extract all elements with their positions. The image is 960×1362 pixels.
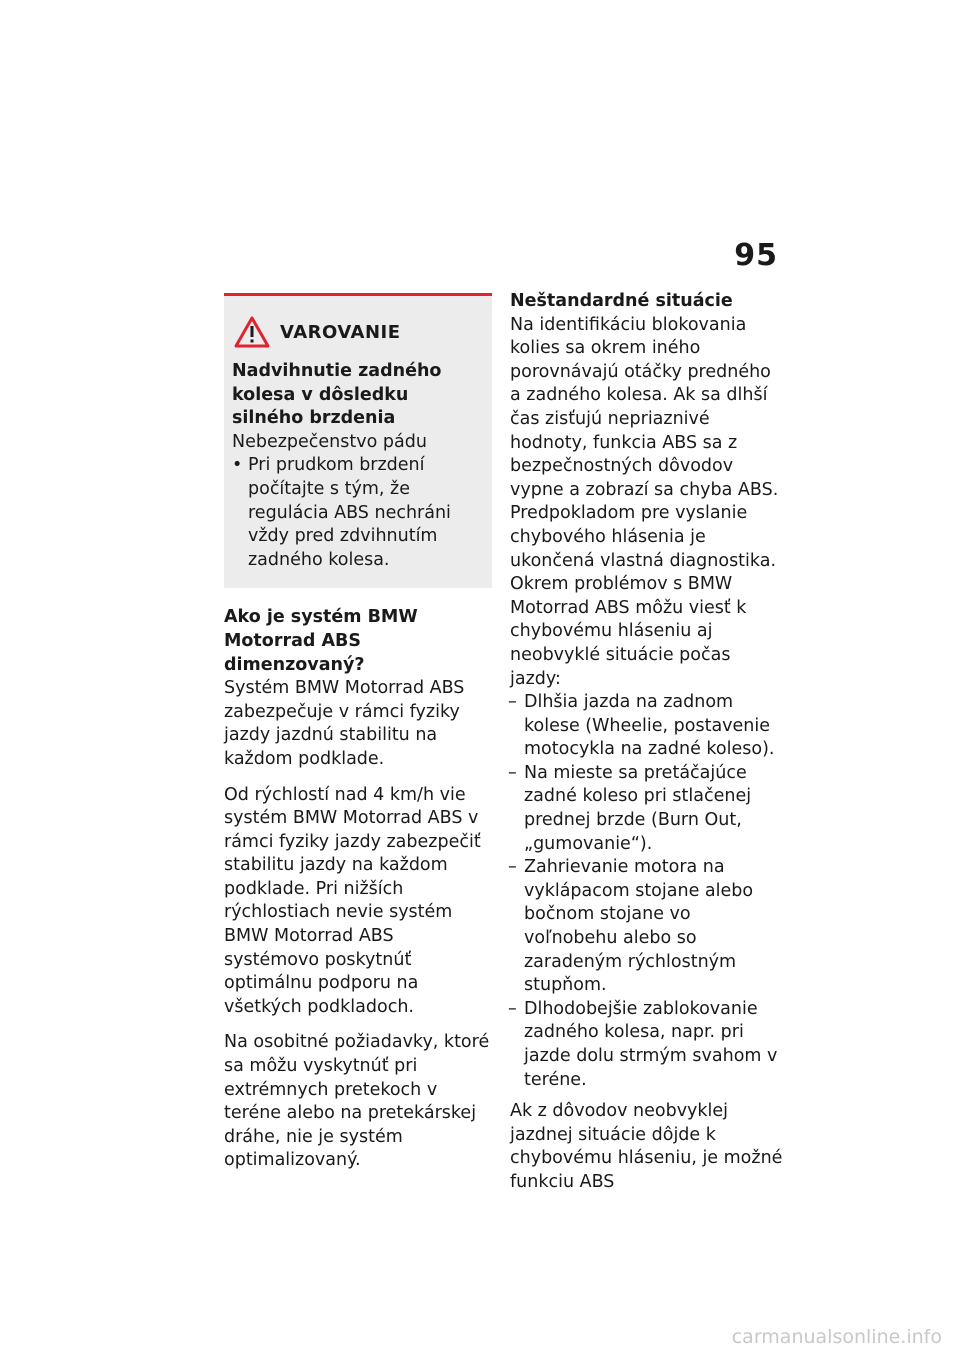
section-heading-situations: Neštandardné situácie (510, 291, 733, 311)
list-item: – Zahrievanie motora na vyklápacom stojane alebo bočnom stojane vo voľnobehu alebo so zaradeným rýchlostným stupňom. (510, 856, 785, 998)
paragraph: Ak z dôvodov neobvyklej jazdnej situácie dôjde k chybovému hláseniu, je možné funkciu ABS (510, 1101, 783, 1192)
list-item: – Dlhšia jazda na zadnom kolese (Wheelie, postavenie motocykla na zadné koleso). (510, 691, 785, 762)
warning-header (232, 316, 484, 348)
paragraph: Od rýchlostí nad 4 km/h vie systém BMW Motorrad ABS v rámci fyziky jazdy zabezpečiť stabilitu jazdy na každom podklade. Pri nižších rýchlostiach nevie systém BMW Motorrad ABS systémovo poskytnúť optimálnu podporu na všetkých podkladoch. (224, 784, 481, 1017)
warning-heading: Nadvihnutie zadného kolesa v dôsledku silného brzdenia (232, 361, 442, 429)
list-item: – Dlhodobejšie zablokovanie zadného kolesa, napr. pri jazde dolu strmým svahom v teréne. (510, 998, 785, 1092)
paragraph: Na osobitné požiadavky, ktoré sa môžu vyskytnúť pri extrémnych pretekoch v teréne alebo na pretekárskej dráhe, nie je systém optimalizovaný. (224, 1032, 490, 1171)
list-item: – Na mieste sa pretáčajúce zadné koleso pri stlačenej prednej brzde (Burn Out, „gumovanie“). (510, 762, 785, 856)
section-heading-abs: Ako je systém BMW Motorrad ABS dimenzovaný? (224, 607, 418, 675)
warning-box (224, 293, 492, 588)
warning-triangle-icon (234, 316, 270, 348)
paragraph: Na identifikáciu blokovania kolies sa okrem iného porovnávajú otáčky predného a zadného kolesa. Ak sa dlhší čas zisťujú nepriaznivé hodnoty, funkcia ABS sa z bezpečnostných dôvodov vypne a zobrazí sa chyba ABS. Predpokladom pre vyslanie chybového hlásenia je ukončená vlastná diagnostika. (510, 314, 779, 571)
warning-subheading: Nebezpečenstvo pádu (232, 431, 427, 452)
page-number: 95 (734, 238, 778, 273)
dash-list (510, 691, 785, 1092)
right-column (510, 290, 785, 1195)
paragraph: Systém BMW Motorrad ABS zabezpečuje v rámci fyziky jazdy jazdnú stabilitu na každom podklade. (224, 678, 465, 769)
left-column (224, 293, 492, 1185)
paragraph: Okrem problémov s BMW Motorrad ABS môžu viesť k chybovému hláseniu aj neobvyklé situácie počas jazdy: (510, 574, 747, 689)
watermark: carmanualsonline.info (731, 1326, 942, 1348)
warning-title: VAROVANIE (280, 321, 401, 343)
warning-bullet: • Pri prudkom brzdení počítajte s tým, že regulácia ABS nechráni vždy pred zdvihnutím zadného kolesa. (232, 454, 484, 572)
